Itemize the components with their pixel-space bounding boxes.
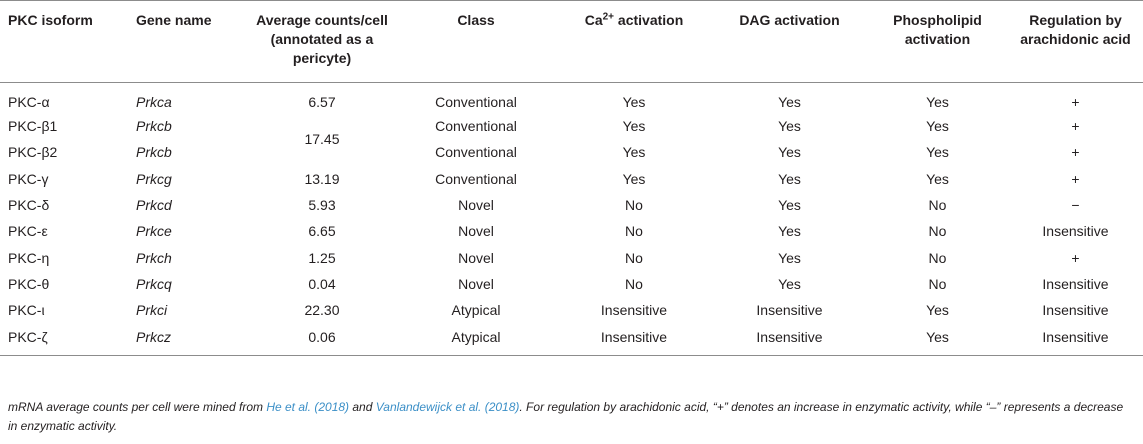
table-row [0, 244, 1143, 270]
cell-class: Atypical [451, 302, 501, 319]
cell-class: Conventional [435, 118, 517, 135]
header-gene-name: Gene name [136, 12, 212, 28]
header-ca-activation-text: activation [614, 12, 684, 28]
cell-dag-activation: Yes [778, 197, 801, 214]
cell-ca-activation: No [625, 275, 643, 292]
cell-isoform: PKC-β2 [8, 144, 58, 161]
cell-phospholipid-activation: Yes [926, 170, 949, 187]
table-row [0, 218, 1143, 244]
cell-ca-activation: Yes [622, 118, 646, 135]
cell-phospholipid-activation: Yes [926, 328, 949, 345]
cell-arachidonic-regulation: Insensitive [1042, 328, 1109, 345]
table-row [0, 271, 1143, 297]
footnote-text-1: mRNA average counts per cell were mined from [8, 400, 267, 414]
cell-gene-name: Prkca [136, 94, 172, 110]
table-row [0, 192, 1143, 218]
footnote-text-2: and [349, 400, 376, 414]
header-ca-activation [556, 1, 712, 83]
header-average-counts: Average counts/cell (annotated as a pericyte) [256, 12, 388, 66]
header-arachidonic-regulation: Regulation by arachidonic acid [1020, 12, 1131, 47]
cell-average-counts: 0.04 [308, 275, 336, 292]
cell-gene-name: Prkce [136, 223, 172, 240]
table-row [0, 166, 1143, 192]
cell-average-counts: 1.25 [308, 249, 336, 266]
table-row [0, 113, 1143, 139]
table-footnote [8, 398, 1133, 436]
table-row [0, 139, 1143, 165]
cell-gene-name: Prkci [136, 302, 168, 319]
cell-arachidonic-regulation: Insensitive [1042, 275, 1109, 292]
cell-gene-name: Prkcd [136, 197, 172, 214]
cell-arachidonic-regulation: − [1071, 197, 1080, 214]
cell-average-counts: 17.45 [304, 131, 340, 148]
cell-isoform: PKC-ζ [8, 328, 48, 345]
cell-arachidonic-regulation: + [1071, 249, 1080, 266]
cell-ca-activation: Yes [622, 170, 646, 187]
cell-average-counts: 22.30 [304, 302, 340, 319]
cell-isoform: PKC-η [8, 249, 50, 266]
table-row [0, 83, 1143, 114]
cell-gene-name: Prkcg [136, 170, 172, 187]
cell-class: Conventional [435, 94, 517, 110]
cell-dag-activation: Insensitive [756, 328, 823, 345]
cell-ca-activation: No [625, 197, 643, 214]
cell-isoform: PKC-δ [8, 197, 50, 214]
cell-dag-activation: Yes [778, 144, 801, 161]
cell-phospholipid-activation: Yes [926, 302, 949, 319]
cell-average-counts: 5.93 [308, 197, 336, 214]
cell-gene-name: Prkch [136, 249, 172, 266]
cell-phospholipid-activation: Yes [926, 118, 949, 135]
footnote-reference-he-2018[interactable]: He et al. (2018) [266, 400, 350, 414]
cell-isoform: PKC-α [8, 94, 50, 110]
cell-gene-name: Prkcq [136, 275, 172, 292]
cell-ca-activation: No [625, 249, 643, 266]
cell-average-counts: 0.06 [308, 328, 336, 345]
header-dag-activation: DAG activation [739, 12, 840, 28]
cell-isoform: PKC-ε [8, 223, 48, 240]
cell-ca-activation: Yes [622, 144, 646, 161]
cell-arachidonic-regulation: Insensitive [1042, 302, 1109, 319]
cell-arachidonic-regulation: + [1071, 118, 1080, 135]
table-row [0, 297, 1143, 323]
cell-dag-activation: Yes [778, 118, 801, 135]
cell-phospholipid-activation: No [928, 197, 947, 214]
cell-arachidonic-regulation: Insensitive [1042, 223, 1109, 240]
cell-isoform: PKC-β1 [8, 118, 58, 135]
cell-ca-activation: Insensitive [600, 328, 668, 345]
header-phospholipid-activation: Phospholipid activation [893, 12, 982, 47]
cell-ca-activation: Yes [622, 94, 646, 110]
cell-isoform: PKC-ι [8, 302, 45, 319]
cell-gene-name: Prkcb [136, 144, 172, 161]
cell-phospholipid-activation: Yes [926, 94, 949, 110]
cell-gene-name: Prkcb [136, 118, 172, 135]
cell-gene-name: Prkcz [136, 328, 171, 345]
cell-class: Novel [458, 275, 494, 292]
cell-dag-activation: Yes [778, 275, 801, 292]
table-row [0, 323, 1143, 355]
cell-average-counts: 6.65 [308, 223, 336, 240]
cell-dag-activation: Yes [778, 170, 801, 187]
cell-phospholipid-activation: No [928, 275, 947, 292]
footnote-text-3: . For regulation by arachidonic acid, “+” denotes an increase in enzymatic activity, while “–” represents a decrease in enzymatic activity. [8, 400, 1124, 433]
cell-class: Novel [458, 249, 494, 266]
cell-class: Conventional [435, 144, 517, 161]
cell-average-counts: 6.57 [308, 94, 336, 110]
header-class: Class [457, 12, 495, 28]
cell-dag-activation: Insensitive [756, 302, 823, 319]
cell-arachidonic-regulation: + [1071, 94, 1080, 110]
table-header-row [0, 1, 1143, 83]
cell-ca-activation: Insensitive [600, 302, 668, 319]
header-ca-superscript: 2+ [602, 11, 615, 23]
cell-phospholipid-activation: Yes [926, 144, 949, 161]
cell-isoform: PKC-γ [8, 170, 49, 187]
footnote-reference-vanlandewijck-2018[interactable]: Vanlandewijck et al. (2018) [375, 400, 520, 414]
cell-phospholipid-activation: No [928, 249, 947, 266]
cell-dag-activation: Yes [778, 249, 801, 266]
cell-class: Novel [458, 223, 494, 240]
cell-ca-activation: No [625, 223, 643, 240]
header-ca-text: Ca [584, 12, 603, 28]
cell-arachidonic-regulation: + [1071, 144, 1080, 161]
cell-class: Conventional [435, 170, 517, 187]
cell-arachidonic-regulation: + [1071, 170, 1080, 187]
header-isoform: PKC isoform [8, 12, 93, 28]
table-body [0, 83, 1143, 356]
cell-dag-activation: Yes [778, 223, 801, 240]
cell-isoform: PKC-θ [8, 275, 50, 292]
cell-class: Novel [458, 197, 494, 214]
cell-dag-activation: Yes [778, 94, 801, 110]
cell-average-counts: 13.19 [304, 170, 340, 187]
cell-class: Atypical [451, 328, 501, 345]
cell-phospholipid-activation: No [928, 223, 947, 240]
